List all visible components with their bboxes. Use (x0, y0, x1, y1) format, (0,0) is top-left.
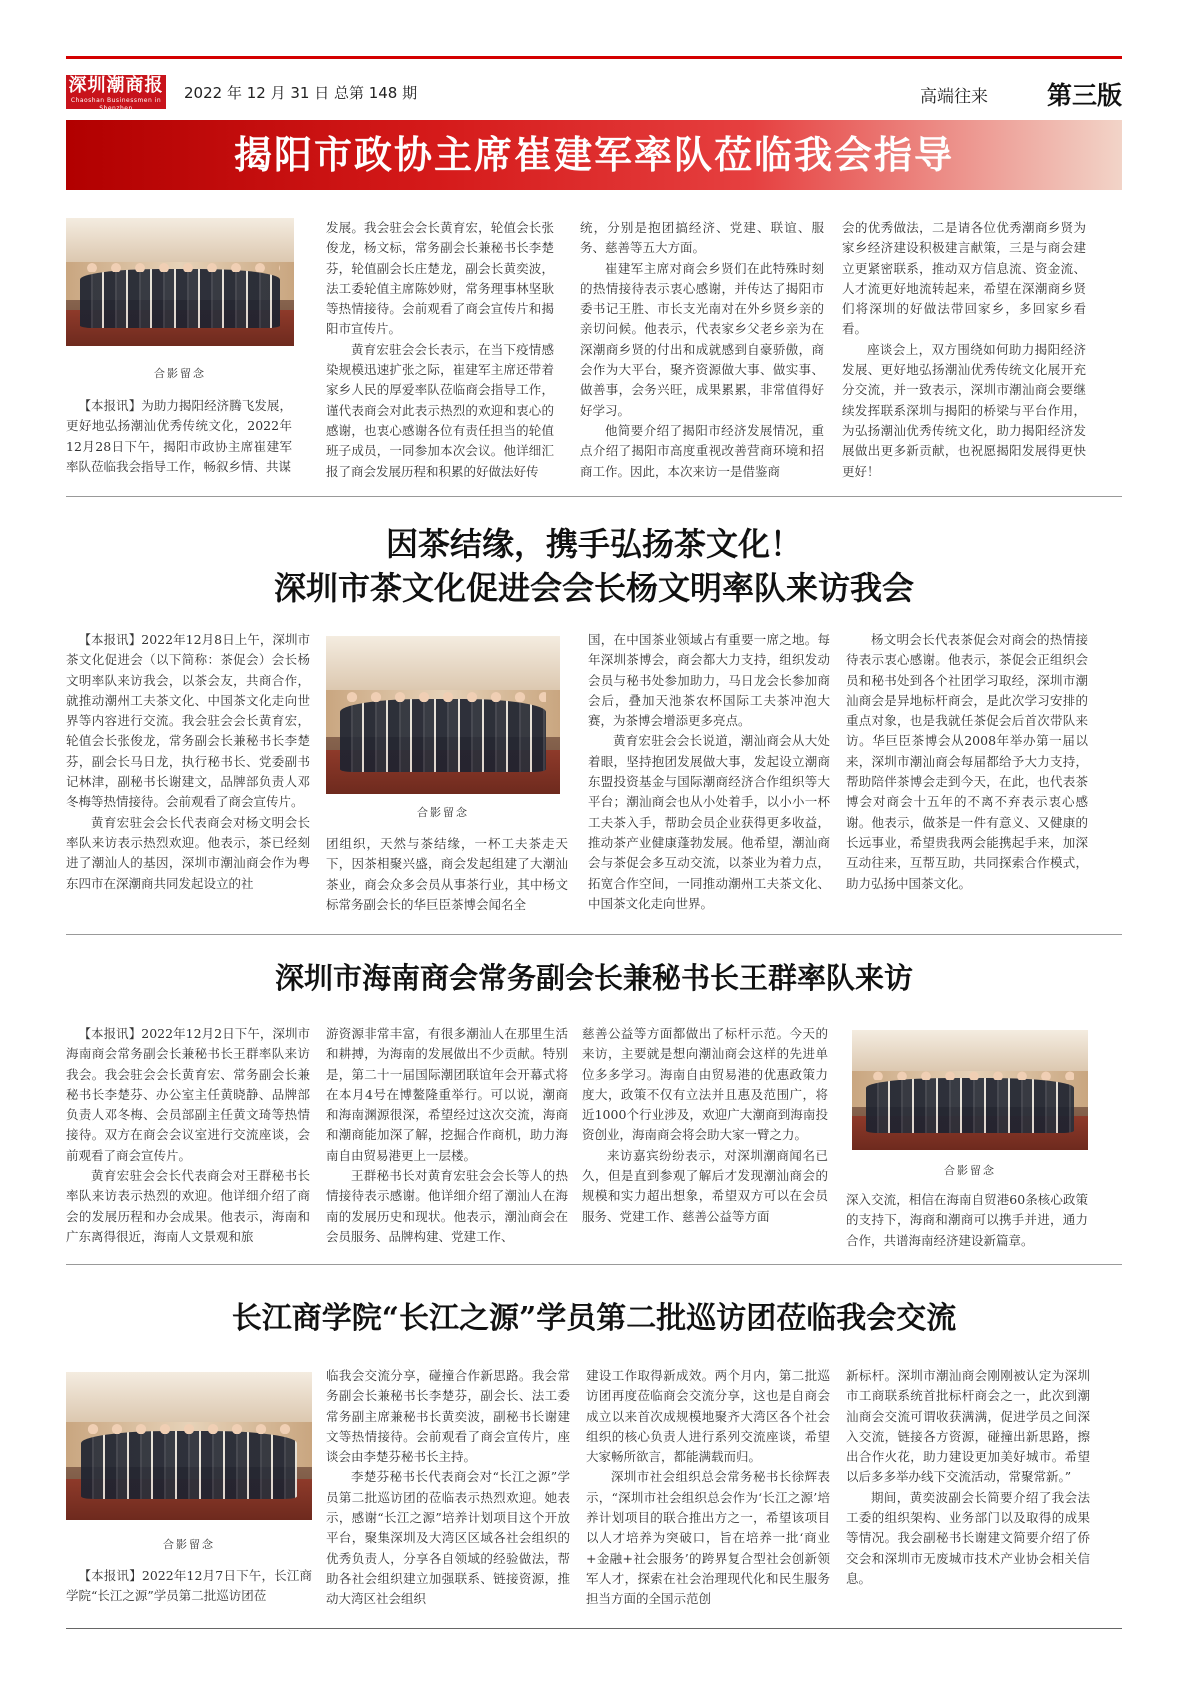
paragraph: 深圳市社会组织总会常务秘书长徐辉表示，“深圳市社会组织总会作为‘长江之源’培养计划项目的联合推出方之一，希望该项目以人才培养为突破口，旨在培养一批‘商业+金融+社会服务’的跨界复合型社会创新领军人才，探索在社会治理现代化和民生服务担当方面的全国示范创 (586, 1469, 830, 1607)
logo-english: Chaoshan Businessmen in Shenzhen (70, 97, 162, 112)
paragraph: 国，在中国茶业领域占有重要一席之地。每年深圳茶博会，商会都大力支持，组织发动会员与秘书处参加助力，马日龙会长参加商会后，叠加天池茶农杯国际工夫茶冲泡大赛，为茶博会增添更多亮点。 (588, 632, 830, 729)
paragraph: 他简要介绍了揭阳市经济发展情况，重点介绍了揭阳市高度重视改善营商环境和招商工作。因此，本次来访一是借鉴商 (580, 422, 824, 479)
top-red-rule (66, 56, 1122, 59)
article1-column-2 (326, 218, 554, 480)
paragraph: 会的优秀做法，二是请各位优秀潮商乡贤为家乡经济建设积极建言献策，三是与商会建立更紧密联系，推动双方信息流、资金流、人才流更好地流转起来，希望在深潮商乡贤们将深圳的好做法带回家乡，多回家乡看看。 (842, 220, 1086, 337)
article2-title-line2: 深圳市茶文化促进会会长杨文明率队来访我会 (273, 569, 914, 607)
section-divider (66, 934, 1122, 935)
article2-column-1 (66, 630, 310, 926)
article1-column-3 (580, 218, 824, 480)
article2-photo-caption: 合影留念 (417, 806, 469, 819)
paragraph: 崔建军主席对商会乡贤们在此特殊时刻的热情接待表示衷心感谢，并传达了揭阳市委书记王胜、市长支光南对在外乡贤乡亲的亲切问候。他表示，代表家乡父老乡亲为在深潮商乡贤的付出和成就感到自豪骄傲，商会作为大平台，聚齐资源做大事、做实事、做善事，会务兴旺，成果累累，非常值得好好学习。 (580, 260, 824, 418)
section-divider (66, 496, 1122, 497)
article3-photo (852, 1030, 1088, 1150)
paragraph: 慈善公益等方面都做出了标杆示范。今天的来访，主要就是想向潮汕商会这样的先进单位多多学习。海南自由贸易港的优惠政策力度大，政策不仅有立法并且惠及范围广，将近1000个行业涉及，欢迎广大潮商到海南投资创业，海南商会将会助大家一臂之力。 (582, 1026, 828, 1143)
article1-column-1 (66, 396, 292, 478)
paragraph: 【本报讯】2022年12月7日下午，长江商学院“长江之源”学员第二批巡访团莅 (66, 1568, 312, 1604)
article4-column-2 (326, 1366, 570, 1612)
issue-date: 2022 年 12 月 31 日 总第 148 期 (184, 84, 418, 102)
paragraph: 黄育宏驻会会长代表商会对王群秘书长率队来访表示热烈的欢迎。他详细介绍了商会的发展历程和办会成果。他表示，海南和广东离得很近，海南人文景观和旅 (66, 1168, 310, 1244)
headline-title: 揭阳市政协主席崔建军率队莅临我会指导 (233, 132, 954, 177)
paragraph: 临我会交流分享，碰撞合作新思路。我会常务副会长兼秘书长李楚芬，副会长、法工委常务副主席兼秘书长黄奕波，副秘书长谢建文等热情接待。会前观看了商会宣传片，座谈会由李楚芬秘书长主持。 (326, 1368, 570, 1465)
paragraph: 黄育宏驻会会长表示，在当下疫情感染规模迅速扩张之际，崔建军主席还带着家乡人民的厚爱率队莅临商会指导工作，谨代表商会对此表示热烈的欢迎和衷心的感谢，也衷心感谢各位有责任担当的轮值班子成员，一同参加本次会议。他详细汇报了商会发展历程和积累的好做法好传 (326, 341, 554, 479)
paragraph: 深入交流，相信在海南自贸港60条核心政策的支持下，海商和潮商可以携手并进，通力合作，共谱海南经济建设新篇章。 (846, 1192, 1088, 1248)
section-name: 高端往来 (920, 87, 988, 107)
newspaper-logo (66, 75, 166, 112)
paragraph: 发展。我会驻会会长黄育宏，轮值会长张俊龙，杨文标，常务副会长兼秘书长李楚芬，轮值副会长庄楚龙，副会长黄奕波，法工委轮值主席陈妙财，常务理事林坚耿等热情接待。会前观看了商会宣传片和揭阳市宣传片。 (326, 220, 554, 337)
paragraph: 统，分别是抱团搞经济、党建、联谊、服务、慈善等五大方面。 (580, 220, 824, 256)
paragraph: 【本报讯】2022年12月8日上午，深圳市茶文化促进会（以下简称：茶促会）会长杨文明率队来访我会，以茶会友，共商合作，就推动潮州工夫茶文化、中国茶文化走向世界等内容进行交流。我会驻会会长黄育宏，轮值会长张俊龙，常务副会长兼秘书长李楚芬，副会长马日龙，执行秘书长、党委副书记林津，副秘书长谢建文，品牌部负责人邓冬梅等热情接待。会前观看了商会宣传片。 (66, 632, 310, 810)
logo-chinese: 深圳潮商报 (68, 75, 164, 96)
article2-column-2 (326, 834, 568, 926)
article4-column-3 (586, 1366, 830, 1612)
paragraph: 【本报讯】2022年12月2日下午，深圳市海南商会常务副会长兼秘书长王群率队来访我会。我会驻会会长黄育宏、常务副会长兼秘书长李楚芬、办公室主任黄晓静、品牌部负责人邓冬梅、会员部副主任黄文琦等热情接待。双方在商会会议室进行交流座谈，会前观看了商会宣传片。 (66, 1026, 310, 1163)
article3-column-3 (582, 1024, 828, 1252)
article1-photo (66, 218, 294, 346)
paragraph: 杨文明会长代表茶促会对商会的热情接待表示衷心感谢。他表示，茶促会正组织会员和秘书处到各个社团学习取经，深圳市潮汕商会是异地标杆商会，是此次学习安排的重点对象，也是我就任茶促会后首次带队来访。华巨臣茶博会从2008年举办第一届以来，深圳市潮汕商会每届都给予大力支持，帮助陪伴茶博会走到今天，在此，也代表茶博会对商会十五年的不离不弃表示衷心感谢。他表示，做茶是一件有意义、又健康的长远事业，希望贵我两会能携起手来，加深互动往来，互帮互助，共同探索合作模式，助力弘扬中国茶文化。 (846, 632, 1088, 891)
paragraph: 王群秘书长对黄育宏驻会会长等人的热情接待表示感谢。他详细介绍了潮汕人在海南的发展历史和现状。他表示，潮汕商会在会员服务、品牌构建、党建工作、 (326, 1168, 568, 1244)
article3-photo-caption: 合影留念 (944, 1164, 996, 1177)
article2-column-3 (588, 630, 830, 926)
article4-column-1 (66, 1566, 312, 1610)
paragraph: 游资源非常丰富，有很多潮汕人在那里生活和耕搏，为海南的发展做出不少贡献。特别是，第二十一届国际潮团联谊年会开幕式将在本月4号在博鳌隆重举行。可以说，潮商和海南渊源很深，希望经过这次交流，海商和潮商能加深了解，挖掘合作商机，助力海南自由贸易港更上一层楼。 (326, 1026, 568, 1163)
paragraph: 建设工作取得新成效。两个月内，第二批巡访团再度莅临商会交流分享，这也是自商会成立以来首次成规模地聚齐大湾区各个社会组织的核心负责人进行系列交流座谈，希望大家畅所欲言，都能满载而归。 (586, 1368, 830, 1465)
paragraph: 团组织，天然与茶结缘，一杯工夫茶走天下，因茶相聚兴盛，商会发起组建了大潮汕茶业，商会众多会员从事茶行业，其中杨文标常务副会长的华巨臣茶博会闻名全 (326, 836, 568, 912)
article4-photo (66, 1372, 312, 1520)
paragraph: 黄育宏驻会会长说道，潮汕商会从大处着眼，坚持抱团发展做大事，发起设立潮商东盟投资基金与国际潮商经济合作组织等大平台；潮汕商会也从小处着手，以小小一杯工夫茶入手，帮助会员企业获得更多收益，推动茶产业健康蓬勃发展。他希望，潮汕商会与茶促会多互动交流，以茶业为着力点，拓宽合作空间，一同推动潮州工夫茶文化、中国茶文化走向世界。 (588, 733, 830, 911)
paragraph: 黄育宏驻会会长代表商会对杨文明会长率队来访表示热烈欢迎。他表示，茶已经刻进了潮汕人的基因，深圳市潮汕商会作为粤东四市在深潮商共同发起设立的社 (66, 814, 310, 891)
article3-column-1 (66, 1024, 310, 1252)
masthead (66, 72, 1122, 112)
bottom-rule (66, 1628, 1122, 1629)
section-divider (66, 1264, 1122, 1265)
article4-column-4 (846, 1366, 1090, 1612)
article4-photo-caption: 合影留念 (163, 1538, 215, 1551)
article2-title-line1: 因茶结缘，携手弘扬茶文化！ (385, 525, 802, 563)
paragraph: 来访嘉宾纷纷表示，对深圳潮商闻名已久，但是直到参观了解后才发现潮汕商会的规模和实力超出想象，希望双方可以在会员服务、党建工作、慈善公益等方面 (582, 1147, 828, 1224)
paragraph: 【本报讯】为助力揭阳经济腾飞发展，更好地弘扬潮汕优秀传统文化，2022年12月28日下午，揭阳市政协主席崔建军率队莅临我会指导工作，畅叙乡情、共谋 (66, 398, 292, 474)
paragraph: 新标杆。深圳市潮汕商会刚刚被认定为深圳市工商联系统首批标杆商会之一，此次到潮汕商会交流可谓收获满满，促进学员之间深入交流，链接各方资源，碰撞出新思路，擦出合作火花，助力建设更加美好城市。希望以后多多举办线下交流活动，常聚常新。” (846, 1368, 1090, 1485)
paragraph: 座谈会上，双方围绕如何助力揭阳经济发展、更好地弘扬潮汕优秀传统文化展开充分交流，并一致表示，深圳市潮汕商会要继续发挥联系深圳与揭阳的桥梁与平台作用，为弘扬潮汕优秀传统文化，助力揭阳经济发展做出更多新贡献，也祝愿揭阳发展得更快更好！ (842, 341, 1086, 479)
article3-column-4 (846, 1190, 1088, 1254)
paragraph: 期间，黄奕波副会长简要介绍了我会法工委的组织架构、业务部门以及取得的成果等情况。我会副秘书长谢建文简要介绍了侨交会和深圳市无废城市技术产业协会相关信息。 (846, 1489, 1090, 1586)
article1-photo-caption: 合影留念 (154, 367, 206, 380)
article1-column-4 (842, 218, 1086, 480)
article3-column-2 (326, 1024, 568, 1252)
article4-title: 长江商学院“长江之源”学员第二批巡访团莅临我会交流 (231, 1301, 957, 1336)
article2-photo (326, 636, 560, 794)
paragraph: 李楚芬秘书长代表商会对“长江之源”学员第二批巡访团的莅临表示热烈欢迎。她表示，感谢“长江之源”培养计划项目这个开放平台，聚集深圳及大湾区区域各社会组织的优秀负责人，分享各自领域的经验做法，帮助各社会组织建立加强联系、链接资源，推动大湾区社会组织 (326, 1469, 570, 1607)
article2-column-4 (846, 630, 1088, 926)
headline-banner (66, 120, 1122, 190)
article3-title: 深圳市海南商会常务副会长兼秘书长王群率队来访 (274, 961, 913, 995)
page-number: 第三版 (1046, 81, 1122, 110)
